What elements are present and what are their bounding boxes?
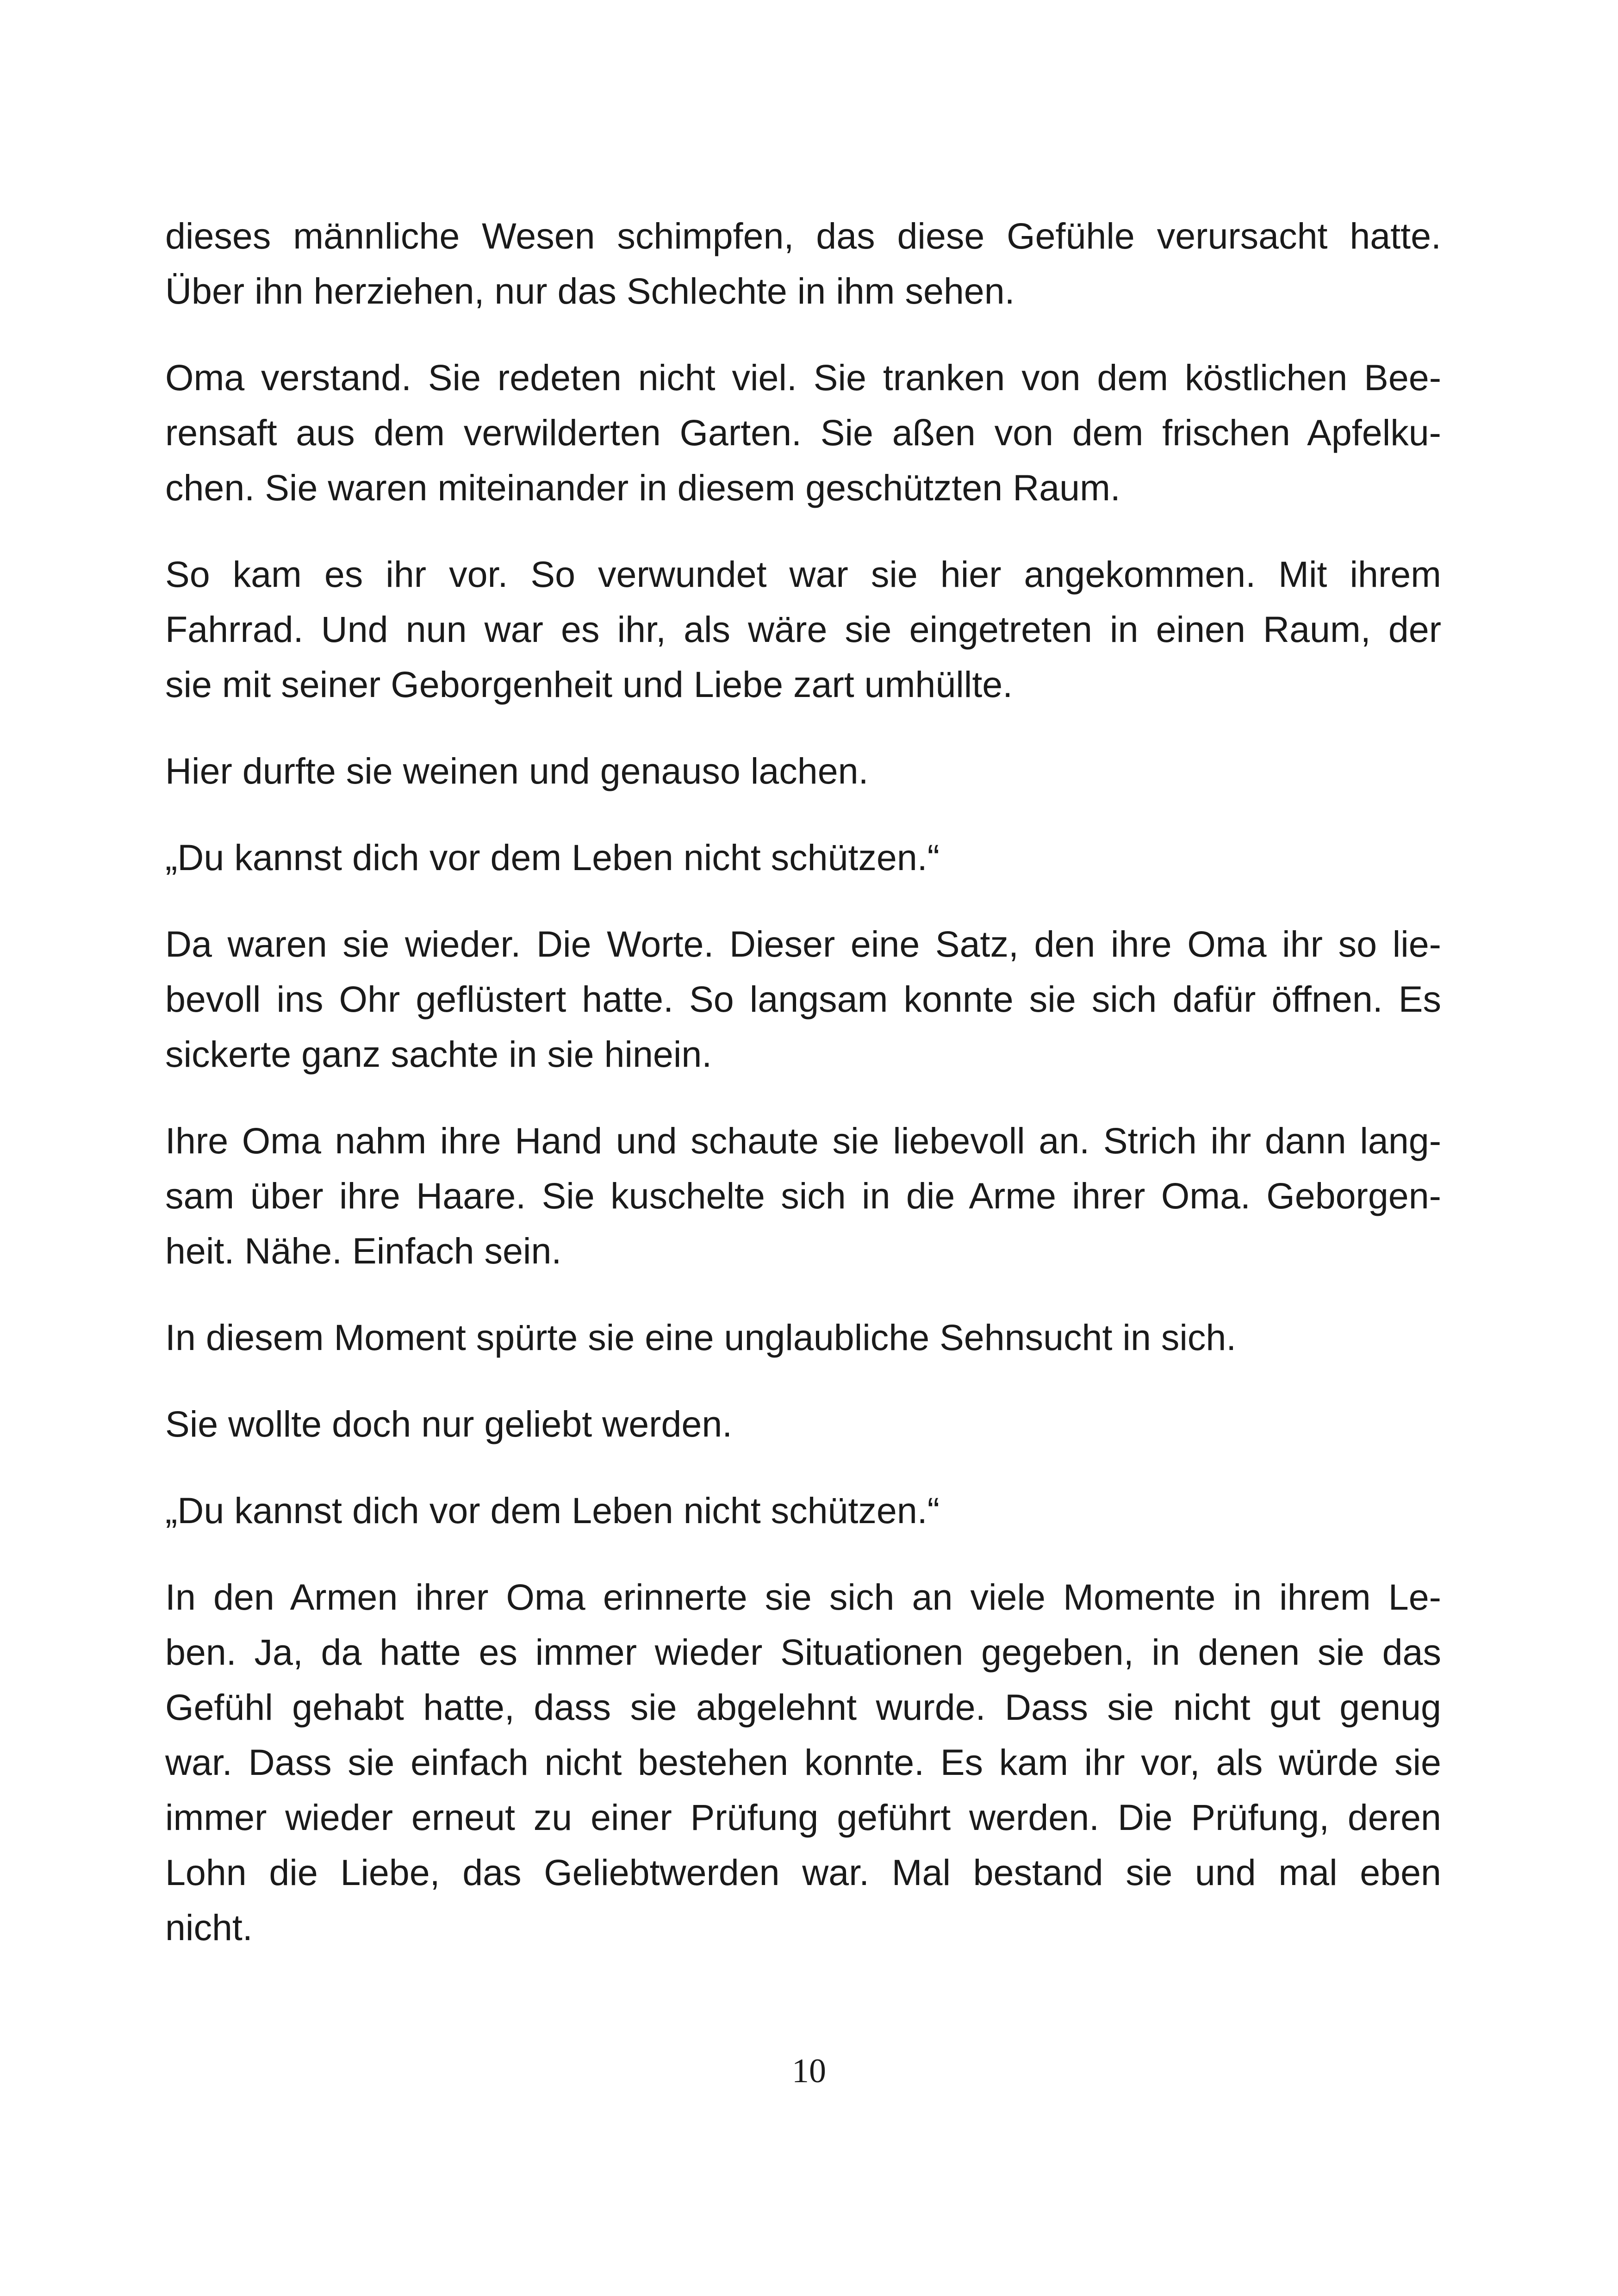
paragraph bbox=[165, 1396, 1441, 1451]
paragraph bbox=[165, 1569, 1441, 1955]
text-line: Sie wollte doch nur geliebt werden. bbox=[165, 1403, 733, 1444]
paragraph bbox=[165, 830, 1441, 885]
paragraph bbox=[165, 547, 1441, 712]
text-line: sickerte ganz sachte in sie hinein. bbox=[165, 1033, 712, 1075]
text-line: Über ihn herziehen, nur das Schlechte in ihm sehen. bbox=[165, 270, 1015, 311]
text-line: Gefühl gehabt hatte, dass sie abgelehnt wurde. Dass sie nicht gut genug bbox=[165, 1686, 1441, 1728]
text-line: So kam es ihr vor. So verwundet war sie hier angekommen. Mit ihrem bbox=[165, 554, 1441, 595]
text-line: heit. Nähe. Einfach sein. bbox=[165, 1230, 562, 1271]
body-text bbox=[165, 208, 1441, 1986]
paragraph bbox=[165, 1310, 1441, 1365]
paragraph bbox=[165, 916, 1441, 1082]
text-line: Da waren sie wieder. Die Worte. Dieser eine Satz, den ihre Oma ihr so lie- bbox=[165, 923, 1441, 964]
paragraph bbox=[165, 743, 1441, 798]
text-line: immer wieder erneut zu einer Prüfung geführt werden. Die Prüfung, deren bbox=[165, 1797, 1441, 1838]
text-line: In den Armen ihrer Oma erinnerte sie sich an viele Momente in ihrem Le- bbox=[165, 1576, 1441, 1618]
text-line: nicht. bbox=[165, 1907, 253, 1948]
paragraph bbox=[165, 350, 1441, 515]
text-line: Oma verstand. Sie redeten nicht viel. Sie tranken von dem köstlichen Bee- bbox=[165, 357, 1441, 398]
paragraph bbox=[165, 1483, 1441, 1538]
text-line: sie mit seiner Geborgenheit und Liebe zart umhüllte. bbox=[165, 664, 1013, 705]
text-line: Ihre Oma nahm ihre Hand und schaute sie liebevoll an. Strich ihr dann lang- bbox=[165, 1120, 1441, 1161]
paragraph bbox=[165, 208, 1441, 318]
paragraph bbox=[165, 1113, 1441, 1278]
text-line: „Du kannst dich vor dem Leben nicht schützen.“ bbox=[165, 837, 940, 878]
text-line: bevoll ins Ohr geflüstert hatte. So langsam konnte sie sich dafür öffnen. Es bbox=[165, 978, 1441, 1020]
text-line: dieses männliche Wesen schimpfen, das diese Gefühle verursacht hatte. bbox=[165, 215, 1441, 256]
text-line: Hier durfte sie weinen und genauso lachen. bbox=[165, 750, 869, 791]
text-line: Fahrrad. Und nun war es ihr, als wäre sie eingetreten in einen Raum, der bbox=[165, 609, 1441, 650]
text-line: war. Dass sie einfach nicht bestehen konnte. Es kam ihr vor, als würde sie bbox=[165, 1742, 1441, 1783]
text-line: „Du kannst dich vor dem Leben nicht schützen.“ bbox=[165, 1490, 940, 1531]
text-line: In diesem Moment spürte sie eine unglaubliche Sehnsucht in sich. bbox=[165, 1317, 1237, 1358]
page-number: 10 bbox=[792, 2052, 826, 2090]
text-line: rensaft aus dem verwilderten Garten. Sie aßen von dem frischen Apfelku- bbox=[165, 412, 1441, 453]
text-line: chen. Sie waren miteinander in diesem geschützten Raum. bbox=[165, 467, 1120, 508]
text-line: Lohn die Liebe, das Geliebtwerden war. Mal bestand sie und mal eben bbox=[165, 1852, 1441, 1893]
text-line: sam über ihre Haare. Sie kuschelte sich in die Arme ihrer Oma. Geborgen- bbox=[165, 1175, 1441, 1216]
text-line: ben. Ja, da hatte es immer wieder Situationen gegeben, in denen sie das bbox=[165, 1631, 1441, 1673]
